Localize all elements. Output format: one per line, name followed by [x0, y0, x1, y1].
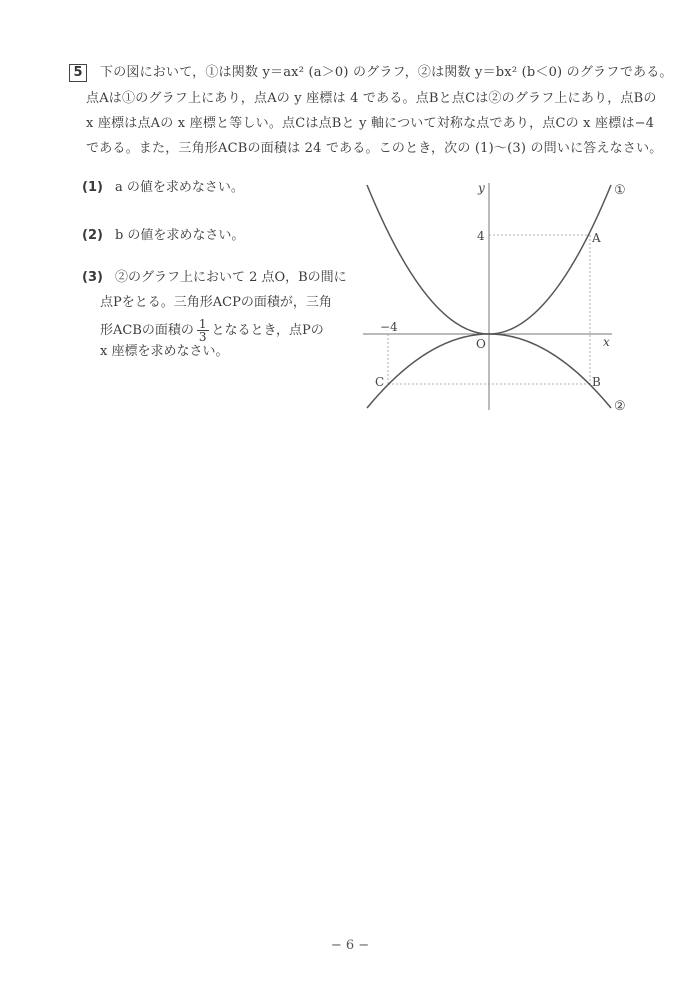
- question-2-number: (2): [82, 228, 103, 243]
- problem-line-4: である。また，三角形ACBの面積は 24 である。このとき，次の (1)〜(3) の問いに答えなさい。: [86, 141, 663, 156]
- problem-line-3: x 座標は点Aの x 座標と等しい。点Cは点Bと y 軸について対称な点であり，点Cの x 座標は−4: [86, 116, 655, 131]
- question-3: [82, 270, 347, 286]
- question-1: [82, 180, 244, 196]
- question-1-text: a の値を求めなさい。: [114, 180, 244, 195]
- question-3-line-3: [100, 318, 324, 343]
- x-axis-label: x: [603, 335, 610, 349]
- x-tick-minus4: −4: [380, 320, 398, 334]
- fraction-denominator: 3: [198, 330, 207, 344]
- fraction-numerator: 1: [198, 317, 207, 331]
- question-3-line-3a: 形ACBの面積の: [100, 323, 194, 338]
- parabola-figure: [355, 170, 645, 420]
- question-1-number: (1): [82, 180, 103, 195]
- y-axis-label: y: [478, 181, 485, 195]
- point-c-label: C: [375, 375, 385, 389]
- point-a-label: A: [592, 231, 601, 245]
- fraction-one-third: [197, 318, 209, 343]
- curve-1-label: ①: [614, 183, 626, 198]
- question-3-line-4: x 座標を求めなさい。: [100, 344, 229, 359]
- point-b-label: B: [592, 375, 601, 389]
- page-number: − 6 −: [330, 938, 370, 953]
- problem-line-2: 点Aは①のグラフ上にあり，点Aの y 座標は 4 である。点Bと点Cは②のグラフ上にあり，点Bの: [86, 91, 657, 106]
- question-2-text: b の値を求めなさい。: [114, 228, 245, 243]
- question-3-line-2: 点Pをとる。三角形ACPの面積が，三角: [100, 295, 332, 310]
- question-2: [82, 228, 244, 244]
- origin-label: O: [476, 337, 486, 351]
- question-3-number: (3): [82, 270, 103, 285]
- curve-2-label: ②: [614, 399, 626, 414]
- y-tick-4: 4: [477, 229, 485, 243]
- problem-number-box: 5: [69, 64, 87, 82]
- question-3-line-1: ②のグラフ上において 2 点O，Bの間に: [114, 270, 347, 285]
- question-3-line-3b: となるとき，点Pの: [211, 323, 324, 338]
- problem-line-1: 下の図において，①は関数 y＝ax² (a＞0) のグラフ，②は関数 y＝bx² (b＜0) のグラフである。: [100, 65, 673, 80]
